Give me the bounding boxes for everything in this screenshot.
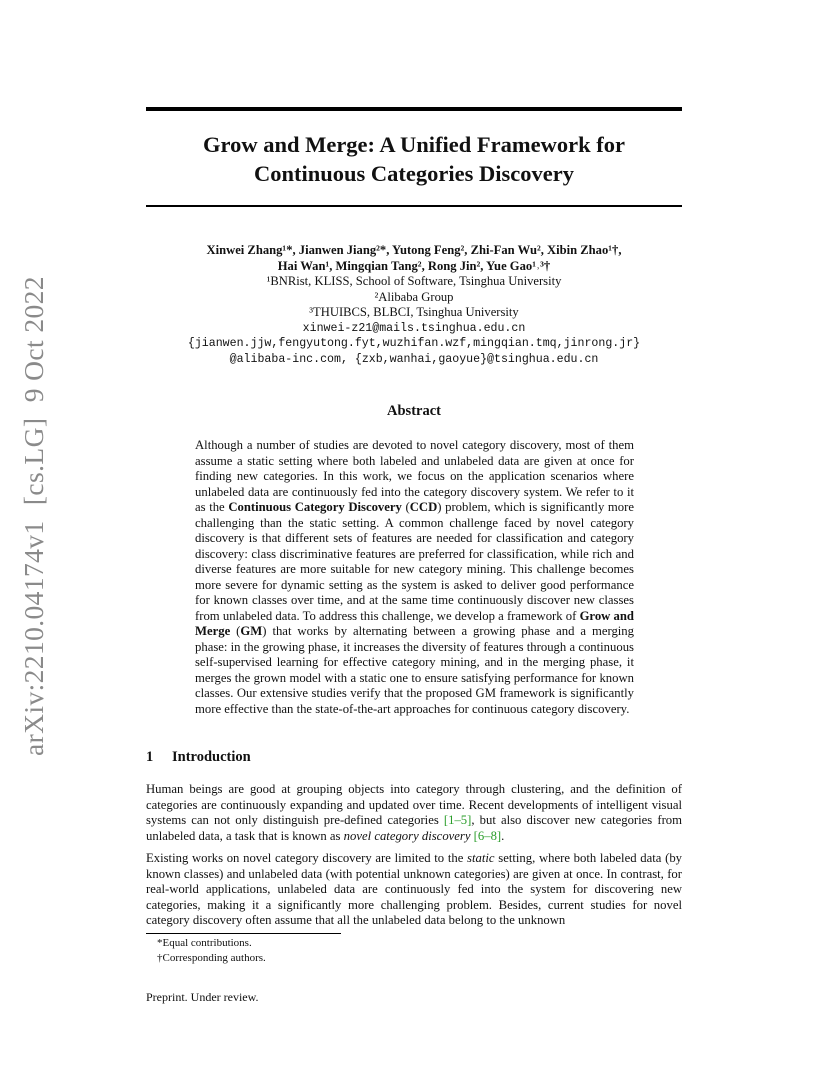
intro-paragraph-1 <box>146 782 682 844</box>
email-line-1: xinwei-z21@mails.tsinghua.edu.cn <box>302 321 526 335</box>
arxiv-category: [cs.LG] <box>18 417 49 506</box>
affiliation-3: ³THUIBCS, BLBCI, Tsinghua University <box>309 305 519 319</box>
title-top-rule <box>146 107 682 111</box>
author-names-line-1: Xinwei Zhang¹*, Jianwen Jiang²*, Yutong Feng², Zhi-Fan Wu², Xibin Zhao¹†, <box>206 243 622 257</box>
abstract-bold-gm-name: Grow and Merge <box>195 608 634 638</box>
intro-p1-text: , but also discover new categories from unlabeled data, a task that is known as <box>146 813 683 843</box>
abstract-text <box>195 438 634 717</box>
citation-link[interactable]: [6–8] <box>473 828 502 843</box>
intro-paragraph-2 <box>146 851 682 929</box>
intro-p2-text: setting, where both labeled data (by known classes) and unlabeled data (with potential unknown categories) are given at once. In contrast, for real-world applications, unlabeled data are continuously fed into the system for discovering new categories, making it a significantly more challenging problem. Besides, current studies for novel category discovery often assume that all the unlabeled data belong to the unknown <box>146 851 683 927</box>
section-introduction-heading <box>146 749 251 766</box>
preprint-footer: Preprint. Under review. <box>146 990 259 1004</box>
section-number: 1 <box>146 749 154 765</box>
footnote-equal-contribution: *Equal contributions. <box>157 937 252 949</box>
intro-p1-italic: novel category discovery <box>343 828 471 843</box>
intro-p2-italic: static <box>467 851 495 865</box>
abstract-part: ( <box>230 624 241 638</box>
footnote-rule <box>146 933 341 934</box>
title-line-2: Continuous Categories Discovery <box>254 161 574 186</box>
affiliation-1: ¹BNRist, KLISS, School of Software, Tsinghua University <box>266 274 562 288</box>
abstract-part: Although a number of studies are devoted to novel category discovery, most of them assume a static setting where both labeled and unlabeled data are given at once for finding new categories. In this work, we focus on the application scenarios where unlabeled data are continuously fed into the category discovery system. We refer to it as the <box>195 438 634 514</box>
author-block <box>146 243 682 367</box>
abstract-heading: Abstract <box>387 403 441 419</box>
email-line-3: @alibaba-inc.com, {zxb,wanhai,gaoyue}@tsinghua.edu.cn <box>229 352 599 366</box>
email-line-2: {jianwen.jjw,fengyutong.fyt,wuzhifan.wzf,mingqian.tmq,jinrong.jr} <box>187 337 641 350</box>
title-line-1: Grow and Merge: A Unified Framework for <box>202 132 625 157</box>
section-title: Introduction <box>172 749 251 765</box>
arxiv-date: 9 Oct 2022 <box>18 276 49 403</box>
abstract-bold-ccd-name: Continuous Category Discovery <box>228 500 402 514</box>
paper-title <box>146 130 682 188</box>
affiliation-2: ²Alibaba Group <box>374 289 454 304</box>
citation-link[interactable]: [1–5] <box>443 813 472 827</box>
arxiv-side-stamp <box>18 272 50 760</box>
abstract-bold-gm: GM <box>240 624 263 638</box>
abstract-bold-ccd: CCD <box>409 500 438 514</box>
intro-p1-text: . <box>501 828 505 843</box>
arxiv-id: arXiv:2210.04174v1 <box>18 520 49 756</box>
intro-p2-text: Existing works on novel category discovery are limited to the <box>146 851 468 865</box>
intro-p1-text: Human beings are good at grouping objects into category through clustering, and the definition of categories are continuously expanding and updated over time. Recent developments of intelligent visual systems can not only distinguish pre-defined categories <box>146 782 682 827</box>
author-names-line-2: Hai Wan¹, Mingqian Tang², Rong Jin², Yue Gao¹˒³† <box>277 258 551 273</box>
abstract-part: ) that works by alternating between a growing phase and a merging phase: in the growing phase, it increases the diversity of features through a continuous self-supervised learning for effective category mining, and in the merging phase, it merges the grown model with a static one to ensure satisfying performance for known classes. Our extensive studies verify that the proposed GM framework is significantly more effective than the state-of-the-art approaches for continuous category discovery. <box>195 624 634 716</box>
footnote-corresponding: †Corresponding authors. <box>157 952 266 964</box>
title-bottom-rule <box>146 205 682 207</box>
abstract-part: ( <box>401 500 410 514</box>
abstract-part: ) problem, which is significantly more challenging than the static setting. A common challenge faced by novel category discovery is that different sets of features are needed for classification and category discovery: class discriminative features are preferred for classification, while rich and diverse features are more suitable for new category mining. This challenge becomes more severe for dynamic setting as the system is asked to deliver good performance for known classes over time, and at the same time continuously discover new classes from unlabeled data. To address this challenge, we develop a framework of <box>195 500 634 623</box>
